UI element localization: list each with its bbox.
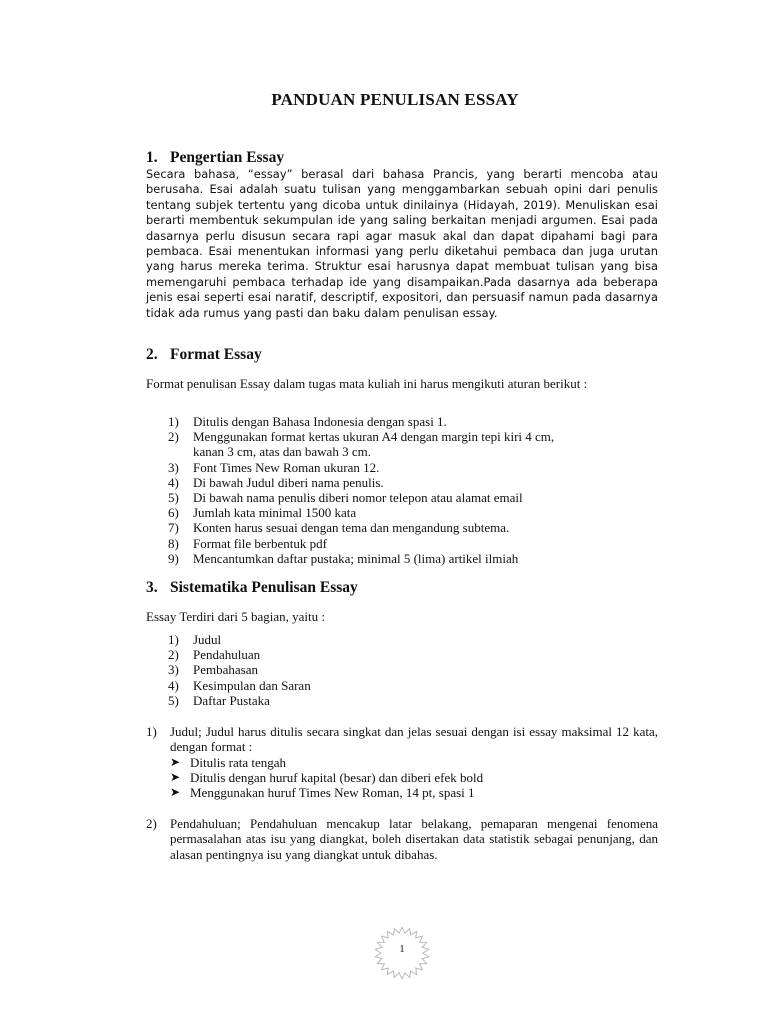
list-item: ➤ Ditulis rata tengah [170,754,287,770]
section-heading-3 [146,579,358,597]
detail-number: 2) [146,816,157,831]
list-item: 3) Pembahasan [168,662,258,678]
judul-format-bullets [170,755,658,801]
list-item: ➤ Ditulis dengan huruf kapital (besar) dan diberi efek bold [170,769,484,785]
section-title: Format Essay [170,346,262,363]
list-item: 3) Font Times New Roman ukuran 12. [168,459,380,475]
list-item: 5) Daftar Pustaka [168,692,270,708]
list-item: 1) Judul [168,632,222,647]
list-item: 7) Konten harus sesuai dengan tema dan mengandung subtema. [168,520,510,536]
detail-number: 1) [146,724,157,739]
list-item: ➤ Menggunakan huruf Times New Roman, 14 pt, spasi 1 [170,785,475,801]
list-item: 4) Di bawah Judul diberi nama penulis. [168,474,384,490]
page-number: 1 [399,943,405,955]
page-number-badge [367,924,437,982]
list-item: 2) Menggunakan format kertas ukuran A4 dengan margin tepi kiri 4 cm, kanan 3 cm, atas dan bawah 3 cm. [168,429,555,460]
list-item: 5) Di bawah nama penulis diberi nomor telepon atau alamat email [168,490,523,506]
section3-intro: Essay Terdiri dari 5 bagian, yaitu : [146,609,325,624]
detail-pendahuluan [146,816,658,862]
arrow-bullet-icon: ➤ [170,785,181,800]
list-item: 8) Format file berbentuk pdf [168,535,327,551]
list-item: 2) Pendahuluan [168,647,261,663]
section-title: Pengertian Essay [170,149,285,166]
section1-paragraph: Secara bahasa, “essay” berasal dari bahasa Prancis, yang berarti mencoba atau berusaha. Esai adalah suatu tulisan yang menggambarkan sebuah opini dari penulis tentang subjek tertentu yang dicoba untuk dinilainya (Hidayah, 2019). Menuliskan esai berarti membentuk sekumpulan ide yang saling berkaitan menjadi argumen. Esai pada dasarnya perlu disusun secara rapi agar masuk akal dan dapat dipahami bagi para pembaca. Esai menentukan informasi yang perlu diketahui pembaca dan juga urutan yang harus mereka terima. Struktur esai harusnya dapat membuat tulisan yang bisa memengaruhi pembaca terhadap ide yang disampaikan.Pada dasarnya ada beberapa jenis esai seperti esai naratif, descriptif, expositori, dan persuasif namun pada dasarnya tidak ada rumus yang pasti dan baku dalam penulisan essay. [146,167,658,320]
detail-text: Judul; Judul harus ditulis secara singkat dan jelas sesuai dengan isi essay maksimal 12 kata, dengan format : [170,724,658,755]
section-number: 1. [146,149,158,166]
list-item: 6) Jumlah kata minimal 1500 kata [168,505,357,521]
detail-text: Pendahuluan; Pendahuluan mencakup latar belakang, pemaparan mengenai fenomena permasalahan atas isu yang diangkat, boleh disertakan data statistik sebagai penunjang, dan alasan pentingnya isu yang diangkat untuk dibahas. [170,816,658,862]
list-item: 4) Kesimpulan dan Saran [168,677,311,693]
section-title: Sistematika Penulisan Essay [170,579,358,596]
list-item: 1) Ditulis dengan Bahasa Indonesia dengan spasi 1. [168,414,447,429]
section-heading-1 [146,149,284,167]
essay-parts-list [168,632,468,708]
list-item: 9) Mencantumkan daftar pustaka; minimal 5 (lima) artikel ilmiah [168,550,519,566]
page-title: PANDUAN PENULISAN ESSAY [271,90,519,109]
detail-judul [146,724,658,800]
section-number: 2. [146,346,158,363]
section2-intro: Format penulisan Essay dalam tugas mata kuliah ini harus mengikuti aturan berikut : [146,376,588,391]
format-rules-list [168,414,588,566]
arrow-bullet-icon: ➤ [170,754,181,769]
section-number: 3. [146,579,158,596]
arrow-bullet-icon: ➤ [170,769,181,784]
section-heading-2 [146,346,262,364]
